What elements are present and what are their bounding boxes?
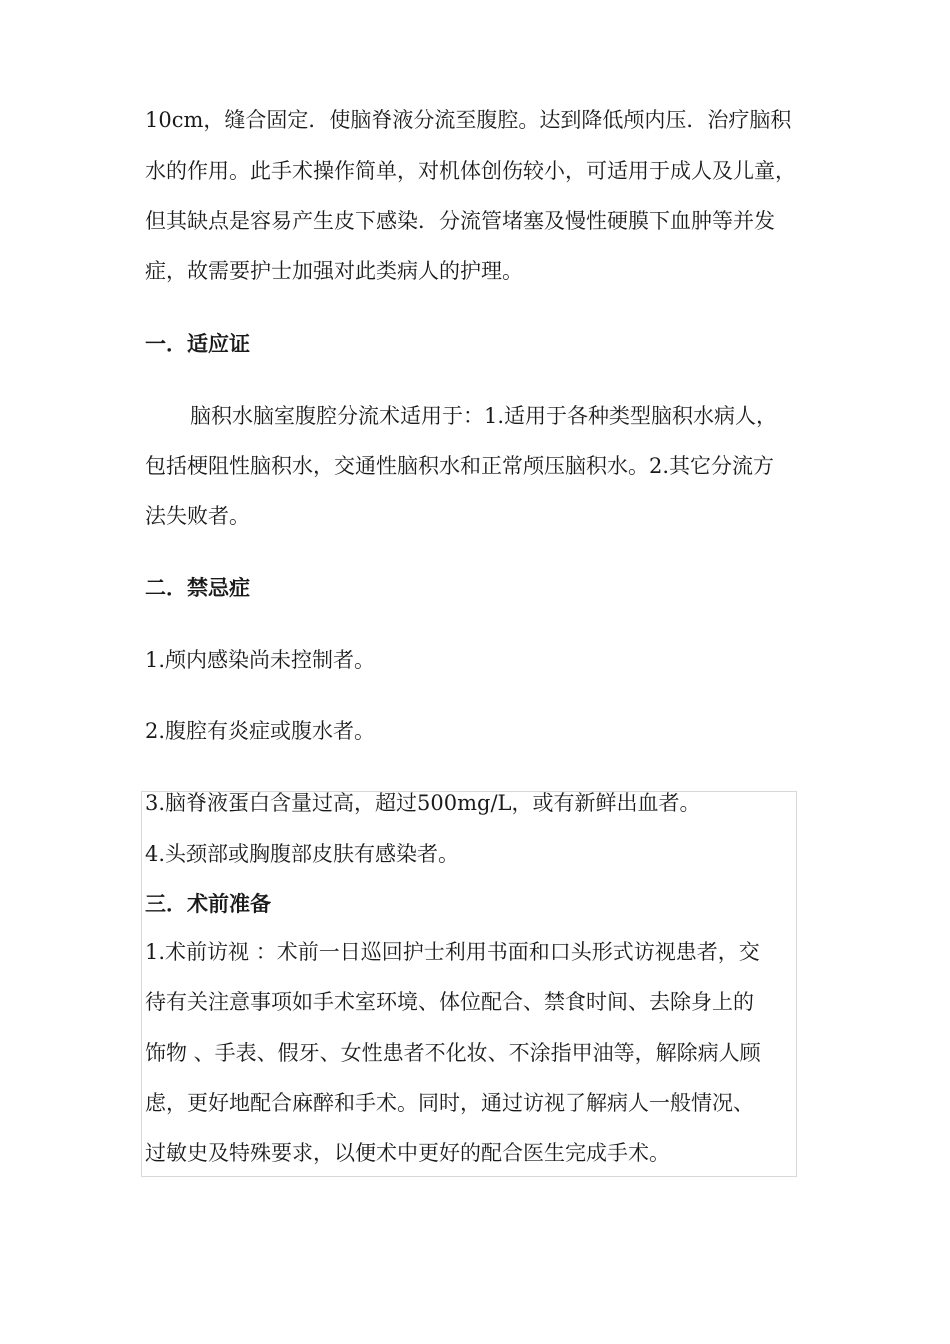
intro-line-1: 10cm，缝合固定．使脑脊液分流至腹腔。达到降低颅内压．治疗脑积 xyxy=(145,108,792,132)
contraindication-item-4: 4.头颈部或胸腹部皮肤有感染者。 xyxy=(145,842,460,866)
indications-line-2: 包括梗阻性脑积水，交通性脑积水和正常颅压脑积水。2.其它分流方 xyxy=(145,454,775,478)
intro-line-3: 但其缺点是容易产生皮下感染．分流管堵塞及慢性硬膜下血肿等并发 xyxy=(145,209,775,233)
contraindication-item-2: 2.腹腔有炎症或腹水者。 xyxy=(145,719,376,743)
preoperative-line-4: 虑，更好地配合麻醉和手术。同时，通过访视了解病人一般情况、 xyxy=(145,1091,754,1115)
intro-line-2: 水的作用。此手术操作简单，对机体创伤较小，可适用于成人及儿童， xyxy=(145,159,796,183)
preoperative-line-1: 1.术前访视 ：术前一日巡回护士利用书面和口头形式访视患者，交 xyxy=(145,940,760,964)
preoperative-line-5: 过敏史及特殊要求，以便术中更好的配合医生完成手术。 xyxy=(145,1141,670,1165)
indications-line-1: 脑积水脑室腹腔分流术适用于：1.适用于各种类型脑积水病人， xyxy=(190,404,778,428)
intro-line-4: 症，故需要护士加强对此类病人的护理。 xyxy=(145,259,523,283)
preoperative-line-2: 待有关注意事项如手术室环境、体位配合、禁食时间、去除身上的 xyxy=(145,990,754,1014)
section-heading-contraindications: 二．禁忌症 xyxy=(145,576,250,600)
contraindication-item-3: 3.脑脊液蛋白含量过高，超过500mg/L，或有新鲜出血者。 xyxy=(145,791,701,815)
indications-line-3: 法失败者。 xyxy=(145,504,250,528)
section-heading-indications: 一．适应证 xyxy=(145,332,250,356)
contraindication-item-1: 1.颅内感染尚未控制者。 xyxy=(145,648,376,672)
section-heading-preoperative: 三．术前准备 xyxy=(145,892,271,916)
preoperative-line-3: 饰物 、手表、假牙、女性患者不化妆、不涂指甲油等，解除病人顾 xyxy=(145,1041,761,1065)
